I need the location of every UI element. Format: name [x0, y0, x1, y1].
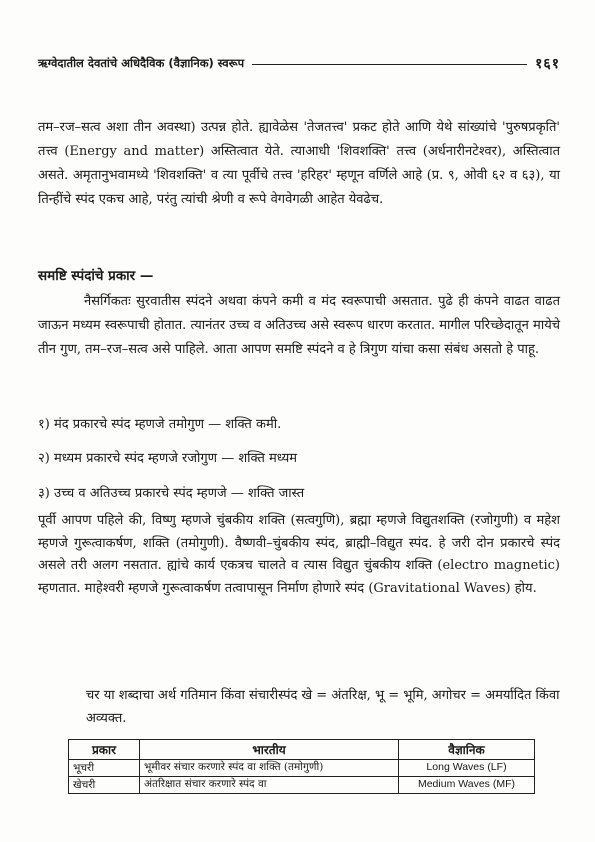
table-cell: Medium Waves (MF): [399, 777, 535, 794]
table-cell: Long Waves (LF): [399, 760, 535, 777]
paragraph-3: पूर्वी आपण पहिले की, विष्णु म्हणजे चुंबकीय शक्ति (सत्वगुणि), ब्रह्मा म्हणजे विद्युतशक्ति (रजोगुणी) व महेश म्हणजे गुरूत्वाकर्षण, शक्ति (तमोगुणी). वैष्णवी–चुंबकीय स्पंद, ब्राह्मी–विद्युत स्पंद. हे जरी दोन प्रकारचे स्पंद असले तरी अलग नसतात. ह्यांचे कार्य एकत्रच चालते व त्यास विद्युत चुंबकीय शक्ति (electro magnetic) म्हणतात. माहेश्वरी म्हणजे गुरूत्वाकर्षण तत्वापासून निर्माण होणारे स्पंद (Gravitational Waves) होय.: [38, 513, 560, 596]
table-cell: भूचरी: [69, 760, 140, 777]
table-header-indian: भारतीय: [140, 740, 399, 760]
paragraph-1: तम–रज–सत्व अशा तीन अवस्था) उत्पन्न होते. ह्यावेळेस 'तेजतत्त्व' प्रकट होते आणि येथे सांख्यांचे 'पुरुषप्रकृति' तत्त्व (Energy and matter) अस्तित्वात येते. त्याआधी 'शिवशक्ति' तत्त्व (अर्धनारीनटेश्वर), अस्तित्वात असते. अमृतानुभवामध्ये 'शिवशक्ति' व त्या पूर्वीचे तत्त्व 'हरिहर' म्हणून वर्णिले आहे (प्र. ९, ओवी ६२ व ६३), या तिन्हींचे स्पंद एकच आहे, परंतु त्यांची श्रेणी व रूपे वेगवेगळी आहेत येवढेच.: [38, 120, 560, 207]
running-title: ऋग्वेदातील देवतांचे अधिदैविक (वैज्ञानिक) स्वरूप: [38, 55, 245, 70]
list-item-3: ३) उच्च व अतिउच्च प्रकारचे स्पंद म्हणजे — शक्ति जास्त: [38, 486, 305, 501]
waves-table: [68, 739, 535, 794]
table-header-row: [69, 740, 535, 760]
table-cell: भूमीवर संचार करणारे स्पंद वा शक्ति (तमोगुणी): [140, 760, 399, 777]
page-number: १६१: [535, 55, 560, 72]
section-heading: समष्टि स्पंदांचे प्रकार —: [38, 268, 154, 284]
table-row: [69, 760, 535, 777]
paragraph-2: नैसर्गिकतः सुरवातीस स्पंदने अथवा कंपने कमी व मंद स्वरूपाची असतात. पुढे ही कंपने वाढत वाढत जाऊन मध्यम स्वरूपाची होतात. त्यानंतर उच्च व अतिउच्च असे स्वरूप धारण करतात. मागील परिच्छेदातून मायेचे तीन गुण, तम–रज–सत्व असे पाहिले. आता आपण समष्टि स्पंदने व हे त्रिगुण यांचा कसा संबंध असतो हे पाहू.: [38, 294, 560, 357]
table-header-scientific: वैज्ञानिक: [399, 740, 535, 760]
list-item-2: २) मध्यम प्रकारचे स्पंद म्हणजे रजोगुण — शक्ति मध्यम: [38, 451, 298, 466]
paragraph-4: चर या शब्दाचा अर्थ गतिमान किंवा संचारीस्पंद खे = अंतरिक्ष, भू = भूमि, अगोचर = अमर्यादित किंवा अव्यक्त.: [86, 688, 560, 726]
page-header: [38, 52, 560, 74]
list-item-1: १) मंद प्रकारचे स्पंद म्हणजे तमोगुण — शक्ति कमी.: [38, 417, 282, 432]
header-rule: [252, 64, 527, 65]
table-cell: खेचरी: [69, 777, 140, 794]
table-row: [69, 777, 535, 794]
table-cell: अंतरिक्षात संचार करणारे स्पंद वा: [140, 777, 399, 794]
table-header-type: प्रकार: [69, 740, 140, 760]
